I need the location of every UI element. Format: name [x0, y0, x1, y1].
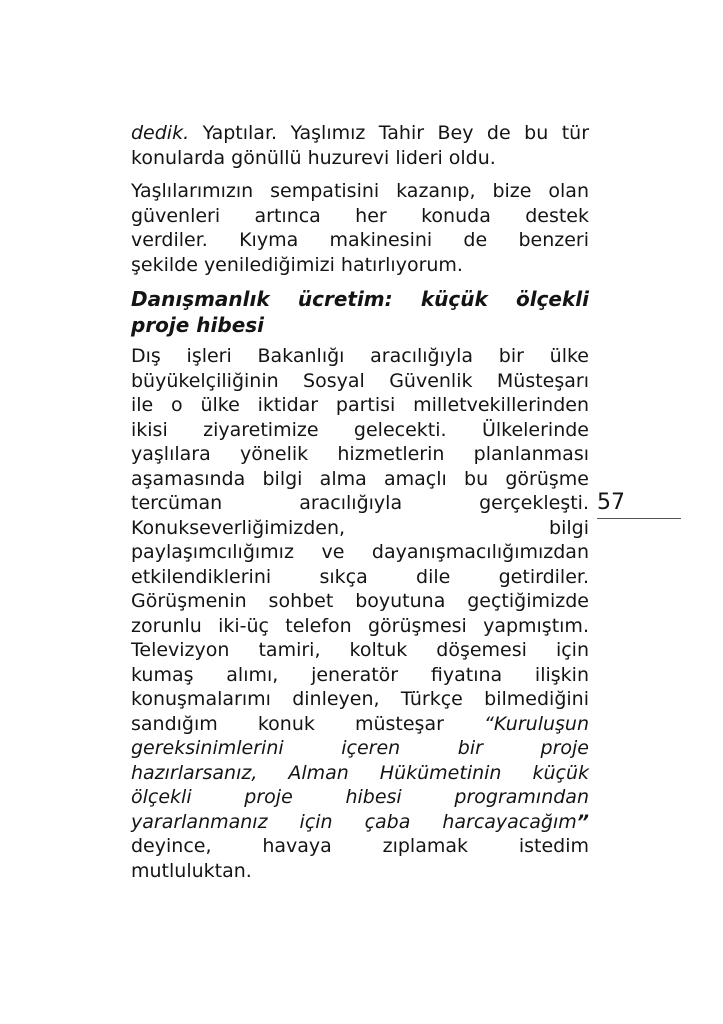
- text-line: [131, 540, 589, 565]
- text-segment: zorunlu iki-üç telefon görüşmesi yapmıştım.: [131, 614, 589, 637]
- text-line: [131, 344, 589, 369]
- text-line: [131, 859, 589, 884]
- text-line: [131, 393, 589, 418]
- text-line: [131, 146, 589, 171]
- text-segment: güvenleri artınca her konuda destek: [131, 204, 589, 227]
- text-segment: ikisi ziyaretimize gelecekti. Ülkelerinde: [131, 418, 589, 441]
- text-segment: proje hibesi: [131, 313, 265, 337]
- text-segment: Dış işleri Bakanlığı aracılığıyla bir ülke: [131, 345, 589, 367]
- text-line: [131, 565, 589, 590]
- text-column: [131, 121, 589, 892]
- text-segment: paylaşımcılığımız ve dayanışmacılığımızdan: [131, 541, 589, 563]
- text-segment: mutluluktan.: [131, 859, 252, 882]
- text-line: [131, 312, 589, 338]
- page-number: 57: [597, 490, 625, 515]
- text-segment: dedik.: [131, 122, 190, 144]
- text-segment: aşamasında bilgi alma amaçlı bu görüşme: [131, 467, 589, 490]
- text-line: [131, 369, 589, 394]
- paragraph: [131, 121, 589, 170]
- text-segment: ”: [576, 810, 589, 833]
- paragraph: [131, 179, 589, 277]
- text-segment: hazırlarsanız, Alman Hükümetinin küçük: [131, 761, 589, 784]
- text-line: [131, 204, 589, 229]
- text-segment: yaşlılara yönelik hizmetlerin planlanması: [131, 443, 589, 465]
- text-segment: etkilendiklerini sıkça dile getirdiler.: [131, 565, 589, 588]
- text-line: [131, 663, 589, 688]
- text-line: [131, 228, 589, 253]
- text-segment: Televizyon tamiri, koltuk döşemesi için: [131, 639, 589, 661]
- section-heading: [131, 286, 589, 338]
- text-line: [131, 638, 589, 663]
- text-segment: Görüşmenin sohbet boyutuna geçtiğimizde: [131, 590, 589, 612]
- text-segment: ile o ülke iktidar partisi milletvekillerinden: [131, 394, 589, 416]
- text-segment: Yaptılar. Yaşlımız Tahir Bey de bu tür: [189, 122, 589, 144]
- text-segment: konuşmalarımı dinleyen, Türkçe bilmediğini: [131, 688, 589, 710]
- text-line: [131, 253, 589, 278]
- text-line: [131, 286, 589, 312]
- text-segment: tercüman aracılığıyla gerçekleşti.: [131, 492, 589, 514]
- text-line: [131, 491, 589, 516]
- text-segment: “Kuruluşun: [484, 712, 589, 735]
- text-segment: sandığım konuk müsteşar: [131, 712, 484, 735]
- text-segment: büyükelçiliğinin Sosyal Güvenlik Müsteşarı: [131, 369, 589, 392]
- text-line: [131, 614, 589, 639]
- text-segment: yararlanmanız için çaba harcayacağım: [131, 810, 577, 833]
- text-line: [131, 516, 589, 541]
- text-line: [131, 467, 589, 492]
- text-line: [131, 834, 589, 859]
- page-number-rule: [597, 518, 681, 520]
- text-line: [131, 589, 589, 614]
- text-line: [131, 810, 589, 835]
- text-segment: konularda gönüllü huzurevi lideri oldu.: [131, 146, 496, 169]
- text-segment: şekilde yenilediğimizi hatırlıyorum.: [131, 253, 463, 276]
- text-line: [131, 418, 589, 443]
- text-segment: kumaş alımı, jeneratör fiyatına ilişkin: [131, 663, 589, 686]
- text-line: [131, 761, 589, 786]
- text-line: [131, 179, 589, 204]
- text-line: [131, 687, 589, 712]
- text-line: [131, 442, 589, 467]
- text-segment: deyince, havaya zıplamak istedim: [131, 835, 589, 857]
- text-line: [131, 736, 589, 761]
- text-line: [131, 121, 589, 146]
- text-line: [131, 712, 589, 737]
- paragraph: [131, 344, 589, 883]
- text-segment: Yaşlılarımızın sempatisini kazanıp, bize olan: [131, 180, 589, 202]
- text-line: [131, 785, 589, 810]
- text-segment: Danışmanlık ücretim: küçük ölçekli: [131, 287, 589, 311]
- text-segment: verdiler. Kıyma makinesini de benzeri: [131, 229, 589, 251]
- text-segment: gereksinimlerini içeren bir proje: [131, 737, 589, 759]
- text-segment: Konukseverliğimizden, bilgi: [131, 516, 589, 539]
- text-segment: ölçekli proje hibesi programından: [131, 786, 589, 808]
